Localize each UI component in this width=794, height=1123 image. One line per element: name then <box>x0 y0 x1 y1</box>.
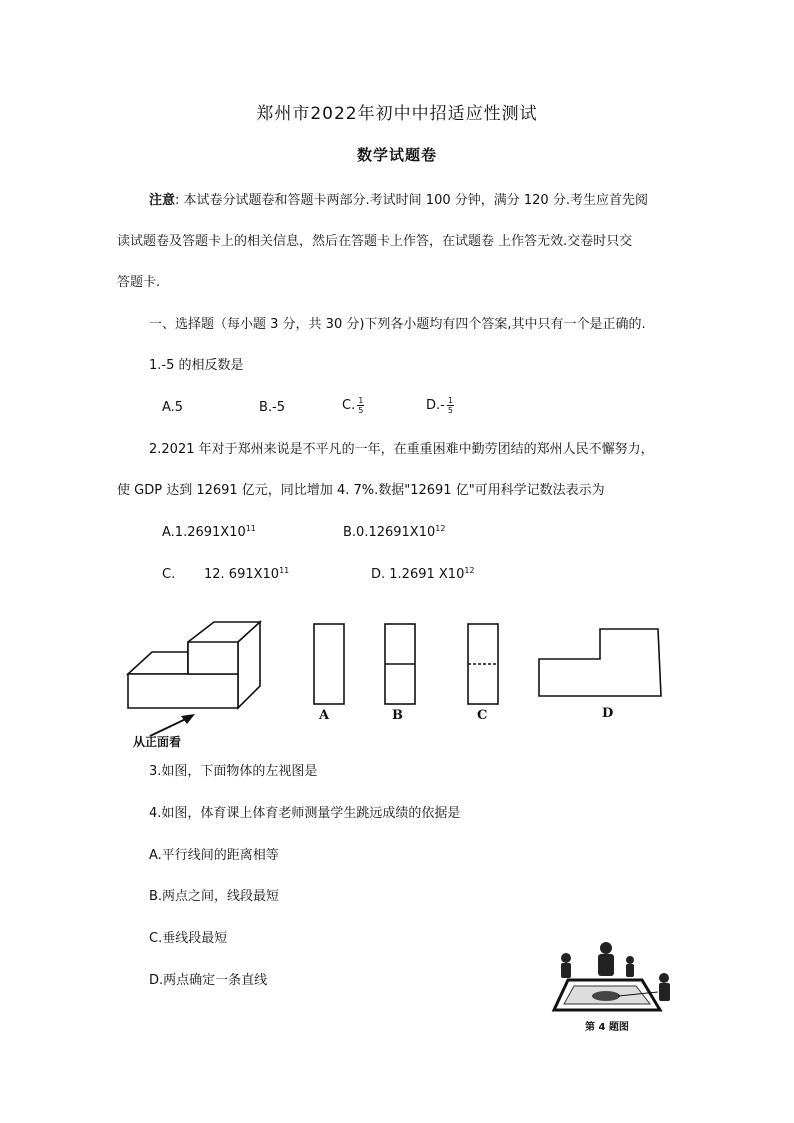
upper-front-face <box>188 642 238 674</box>
option-b-label: B <box>392 708 403 723</box>
option-d-exponent: 12 <box>464 566 475 575</box>
question-4-illustration <box>540 938 680 1020</box>
question-1-stem: 1.-5 的相反数是 <box>149 358 244 373</box>
student-3-head <box>626 956 634 964</box>
option-c-exponent: 11 <box>279 566 290 575</box>
option-c-prefix: C. <box>342 398 356 413</box>
fraction-c <box>357 396 364 415</box>
question-1-option-b: B.-5 <box>259 400 286 415</box>
fraction-c-numerator: 1 <box>358 396 364 405</box>
teacher-head <box>659 973 669 983</box>
landing-student <box>592 991 620 1001</box>
fraction-d-denominator: 5 <box>447 406 453 415</box>
question-4-option-c: C.垂线段最短 <box>149 931 228 946</box>
step-low-top <box>128 652 188 674</box>
page-title: 郑州市2022年初中中招适应性测试 <box>256 104 538 124</box>
option-a-shape <box>314 624 344 704</box>
question-2-option-b <box>343 525 445 541</box>
solid-object <box>128 622 260 708</box>
option-b-base: B.0.12691X10 <box>343 525 436 540</box>
question-1-option-a: A.5 <box>162 400 184 415</box>
question-2-option-c <box>204 567 289 583</box>
option-d-label: D <box>602 706 614 721</box>
question-4-option-a: A.平行线间的距离相等 <box>149 848 279 863</box>
question-2-option-a <box>162 525 256 541</box>
student-1-head <box>561 953 571 963</box>
fraction-d-numerator: 1 <box>447 396 453 405</box>
section-heading: 一、选择题（每小题 3 分，共 30 分)下列各小题均有四个答案,其中只有一个是正确的. <box>149 317 646 332</box>
question-1-option-c <box>342 396 364 415</box>
student-2-body <box>598 954 614 976</box>
question-4-option-b: B.两点之间，线段最短 <box>149 889 280 904</box>
front-view-label: 从正面看 <box>133 735 182 749</box>
option-b-exponent: 12 <box>435 524 446 533</box>
question-4-stem: 4.如图，体育课上体育老师测量学生跳远成绩的依据是 <box>149 806 461 821</box>
question-3-figure <box>110 612 680 752</box>
notice-line-2: 读试题卷及答题卡上的相关信息，然后在答题卡上作答，在试题卷 上作答无效.交卷时只交 <box>117 234 633 249</box>
fraction-d <box>447 396 454 415</box>
fraction-c-denominator: 5 <box>358 406 364 415</box>
notice-text-1: : 本试卷分试题卷和答题卡两部分.考试时间 100 分钟，满分 120 分.考生应首先阅 <box>175 193 648 208</box>
view-arrow-head <box>181 714 195 724</box>
question-3-stem: 3.如图，下面物体的左视图是 <box>149 764 318 779</box>
option-a-label: A <box>319 708 330 723</box>
question-2-option-d <box>371 567 475 583</box>
teacher-body <box>659 983 670 1001</box>
question-1-option-d <box>426 396 454 415</box>
option-d-base: D. 1.2691 X10 <box>371 567 465 582</box>
notice-line-3: 答题卡. <box>117 275 161 290</box>
question-2-option-c-label: C. <box>162 567 176 582</box>
front-face <box>128 674 238 708</box>
student-1-body <box>561 963 571 978</box>
page-subtitle: 数学试题卷 <box>356 146 437 164</box>
question-4-option-d: D.两点确定一条直线 <box>149 973 268 988</box>
option-d-prefix: D.- <box>426 398 445 413</box>
option-c-base: 12. 691X10 <box>204 567 280 582</box>
option-a-exponent: 11 <box>245 524 256 533</box>
figure-4-caption: 第 4 题图 <box>585 1022 629 1033</box>
option-c-label: C <box>477 708 488 723</box>
option-a-base: A.1.2691X10 <box>162 525 246 540</box>
option-d-shape <box>539 629 661 696</box>
student-2-head <box>600 942 612 954</box>
question-2-line-2: 使 GDP 达到 12691 亿元，同比增加 4. 7%.数据"12691 亿"可用科学记数法表示为 <box>117 483 605 498</box>
notice-label: 注意 <box>149 193 176 208</box>
student-3-body <box>626 964 634 977</box>
question-2-line-1: 2.2021 年对于郑州来说是不平凡的一年，在重重困难中勤劳团结的郑州人民不懈努力， <box>149 442 654 457</box>
notice-line-1 <box>149 193 648 209</box>
